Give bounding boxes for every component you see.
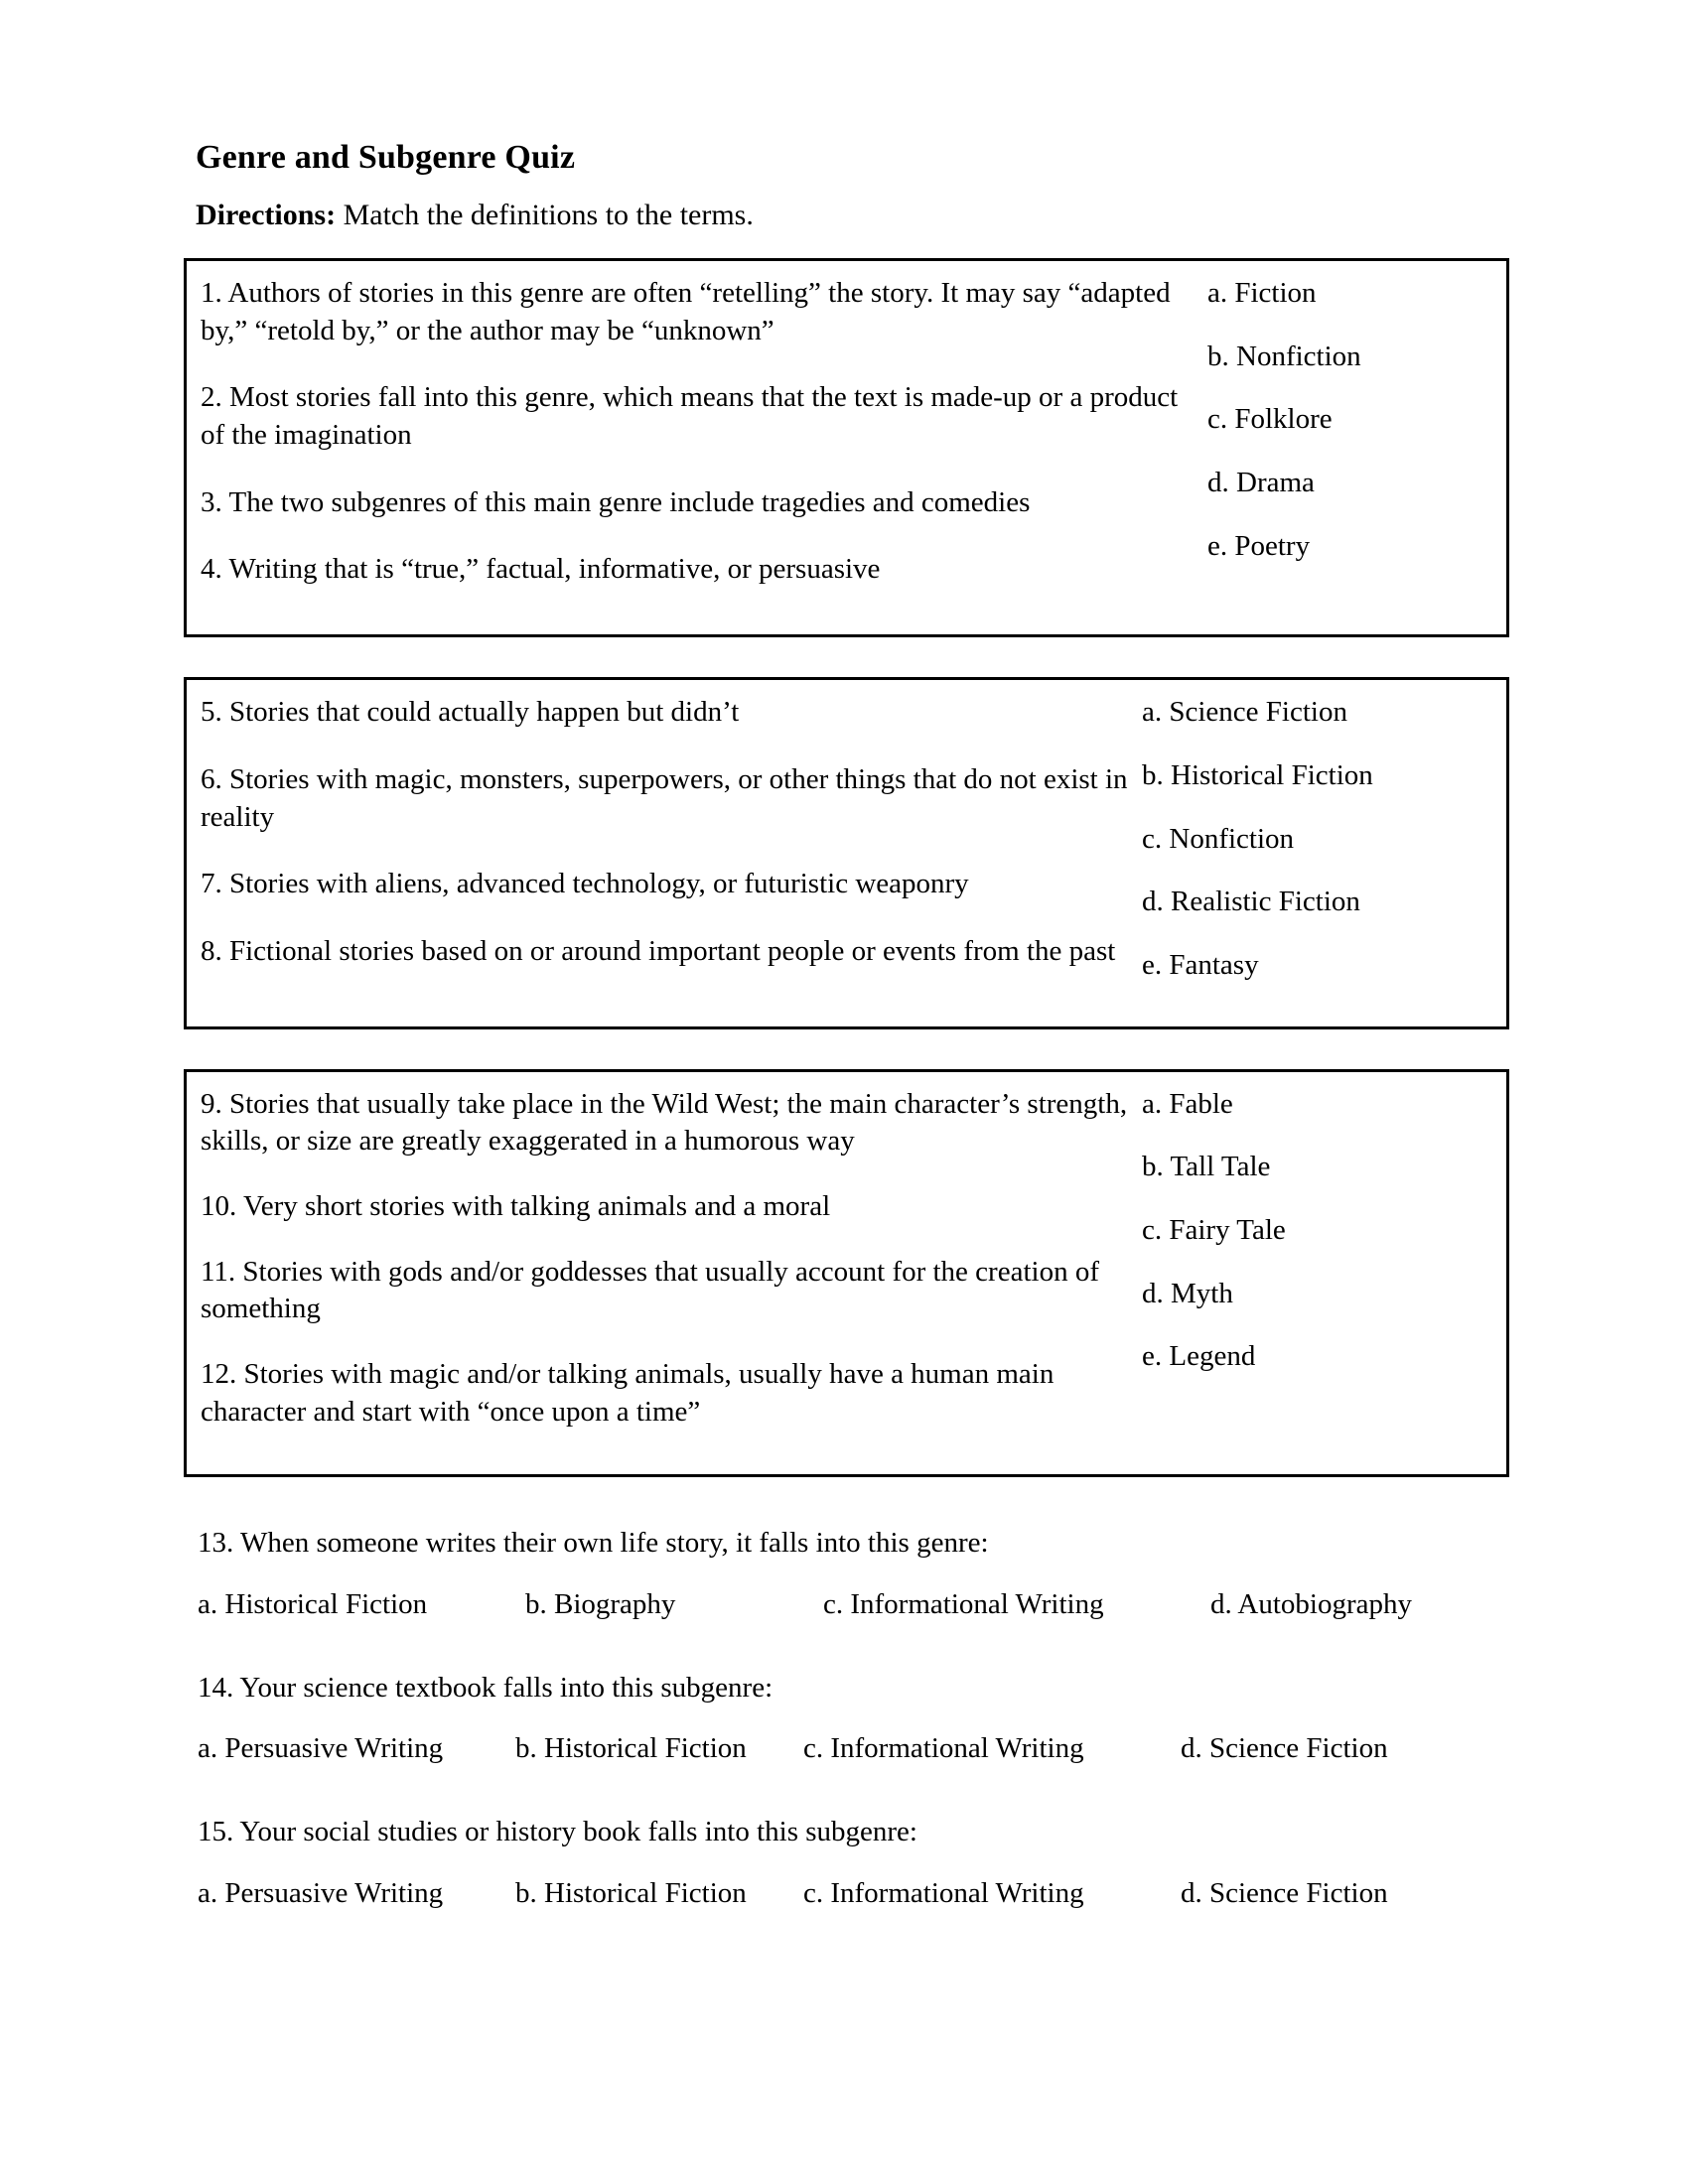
answer-option: b. Tall Tale — [1142, 1151, 1271, 1183]
mc-option-c[interactable]: c. Informational Writing — [803, 1732, 1084, 1765]
question-item: 1. Authors of stories in this genre are often “retelling” the story. It may say “adapted by,” “retold by,” or the author may be “unknown” — [201, 277, 1171, 346]
mc-options — [198, 1730, 1509, 1768]
matching-box-1-answers — [1190, 275, 1506, 618]
mc-option-a[interactable]: a. Persuasive Writing — [198, 1876, 444, 1909]
mc-options — [198, 1875, 1509, 1913]
directions-label: Directions: — [196, 199, 337, 231]
mc-question-14 — [198, 1670, 1509, 1768]
matching-box-3 — [184, 1069, 1509, 1478]
question-item: 5. Stories that could actually happen but didn’t — [201, 696, 740, 729]
mc-option-d[interactable]: d. Science Fiction — [1181, 1876, 1388, 1909]
mc-option-c[interactable]: c. Informational Writing — [823, 1588, 1104, 1621]
answer-option: a. Science Fiction — [1142, 696, 1347, 729]
mc-stem: 14. Your science textbook falls into this subgenre: — [198, 1671, 774, 1704]
answer-option: e. Fantasy — [1142, 948, 1259, 981]
worksheet-content — [184, 139, 1509, 1913]
question-item: 8. Fictional stories based on or around important people or events from the past — [201, 934, 1116, 967]
answer-option: d. Myth — [1142, 1277, 1233, 1309]
matching-box-3-answers — [1140, 1086, 1506, 1459]
answer-option: b. Nonfiction — [1207, 340, 1361, 372]
question-item: 2. Most stories fall into this genre, which means that the text is made-up or a product of the imagination — [201, 381, 1179, 452]
mc-option-c[interactable]: c. Informational Writing — [803, 1876, 1084, 1909]
question-item: 4. Writing that is “true,” factual, informative, or persuasive — [201, 553, 881, 586]
mc-option-b[interactable]: b. Historical Fiction — [515, 1876, 747, 1909]
question-item: 11. Stories with gods and/or goddesses that usually account for the creation of something — [201, 1255, 1099, 1325]
answer-option: d. Drama — [1207, 467, 1315, 499]
answer-option: b. Historical Fiction — [1142, 758, 1373, 791]
question-item: 9. Stories that usually take place in the Wild West; the main character’s strength, skills, or size are greatly exaggerated in a humorous way — [201, 1087, 1128, 1158]
page-title: Genre and Subgenre Quiz — [196, 139, 576, 176]
question-item: 10. Very short stories with talking animals and a moral — [201, 1189, 831, 1222]
directions-text: Match the definitions to the terms. — [336, 199, 754, 231]
mc-option-b[interactable]: b. Biography — [525, 1588, 676, 1621]
multiple-choice-section — [184, 1525, 1509, 1912]
question-item: 7. Stories with aliens, advanced technology, or futuristic weaponry — [201, 868, 969, 900]
mc-option-b[interactable]: b. Historical Fiction — [515, 1732, 747, 1765]
mc-option-a[interactable]: a. Persuasive Writing — [198, 1732, 444, 1765]
answer-option: d. Realistic Fiction — [1142, 886, 1360, 918]
mc-question-13 — [198, 1525, 1509, 1623]
matching-box-1 — [184, 258, 1509, 637]
question-item: 12. Stories with magic and/or talking animals, usually have a human main character and start with “once upon a time” — [201, 1358, 1055, 1428]
mc-option-d[interactable]: d. Science Fiction — [1181, 1732, 1388, 1765]
mc-options — [198, 1586, 1509, 1624]
answer-option: e. Poetry — [1207, 529, 1311, 562]
matching-box-2 — [184, 677, 1509, 1028]
answer-option: e. Legend — [1142, 1340, 1256, 1373]
mc-option-a[interactable]: a. Historical Fiction — [198, 1588, 428, 1621]
answer-option: a. Fiction — [1207, 277, 1317, 309]
matching-box-2-questions — [187, 694, 1140, 1010]
mc-stem: 13. When someone writes their own life story, it falls into this genre: — [198, 1527, 989, 1560]
answer-option: c. Folklore — [1207, 403, 1333, 436]
mc-stem: 15. Your social studies or history book falls into this subgenre: — [198, 1816, 917, 1848]
question-item: 3. The two subgenres of this main genre include tragedies and comedies — [201, 485, 1031, 518]
question-item: 6. Stories with magic, monsters, superpowers, or other things that do not exist in reality — [201, 762, 1128, 833]
matching-box-3-questions — [187, 1086, 1140, 1459]
answer-option: a. Fable — [1142, 1087, 1233, 1120]
directions — [196, 199, 1509, 232]
answer-option: c. Fairy Tale — [1142, 1213, 1286, 1246]
answer-option: c. Nonfiction — [1142, 822, 1295, 855]
matching-box-1-questions — [187, 275, 1190, 618]
mc-option-d[interactable]: d. Autobiography — [1210, 1588, 1412, 1621]
matching-box-2-answers — [1140, 694, 1506, 1010]
mc-question-15 — [198, 1814, 1509, 1912]
